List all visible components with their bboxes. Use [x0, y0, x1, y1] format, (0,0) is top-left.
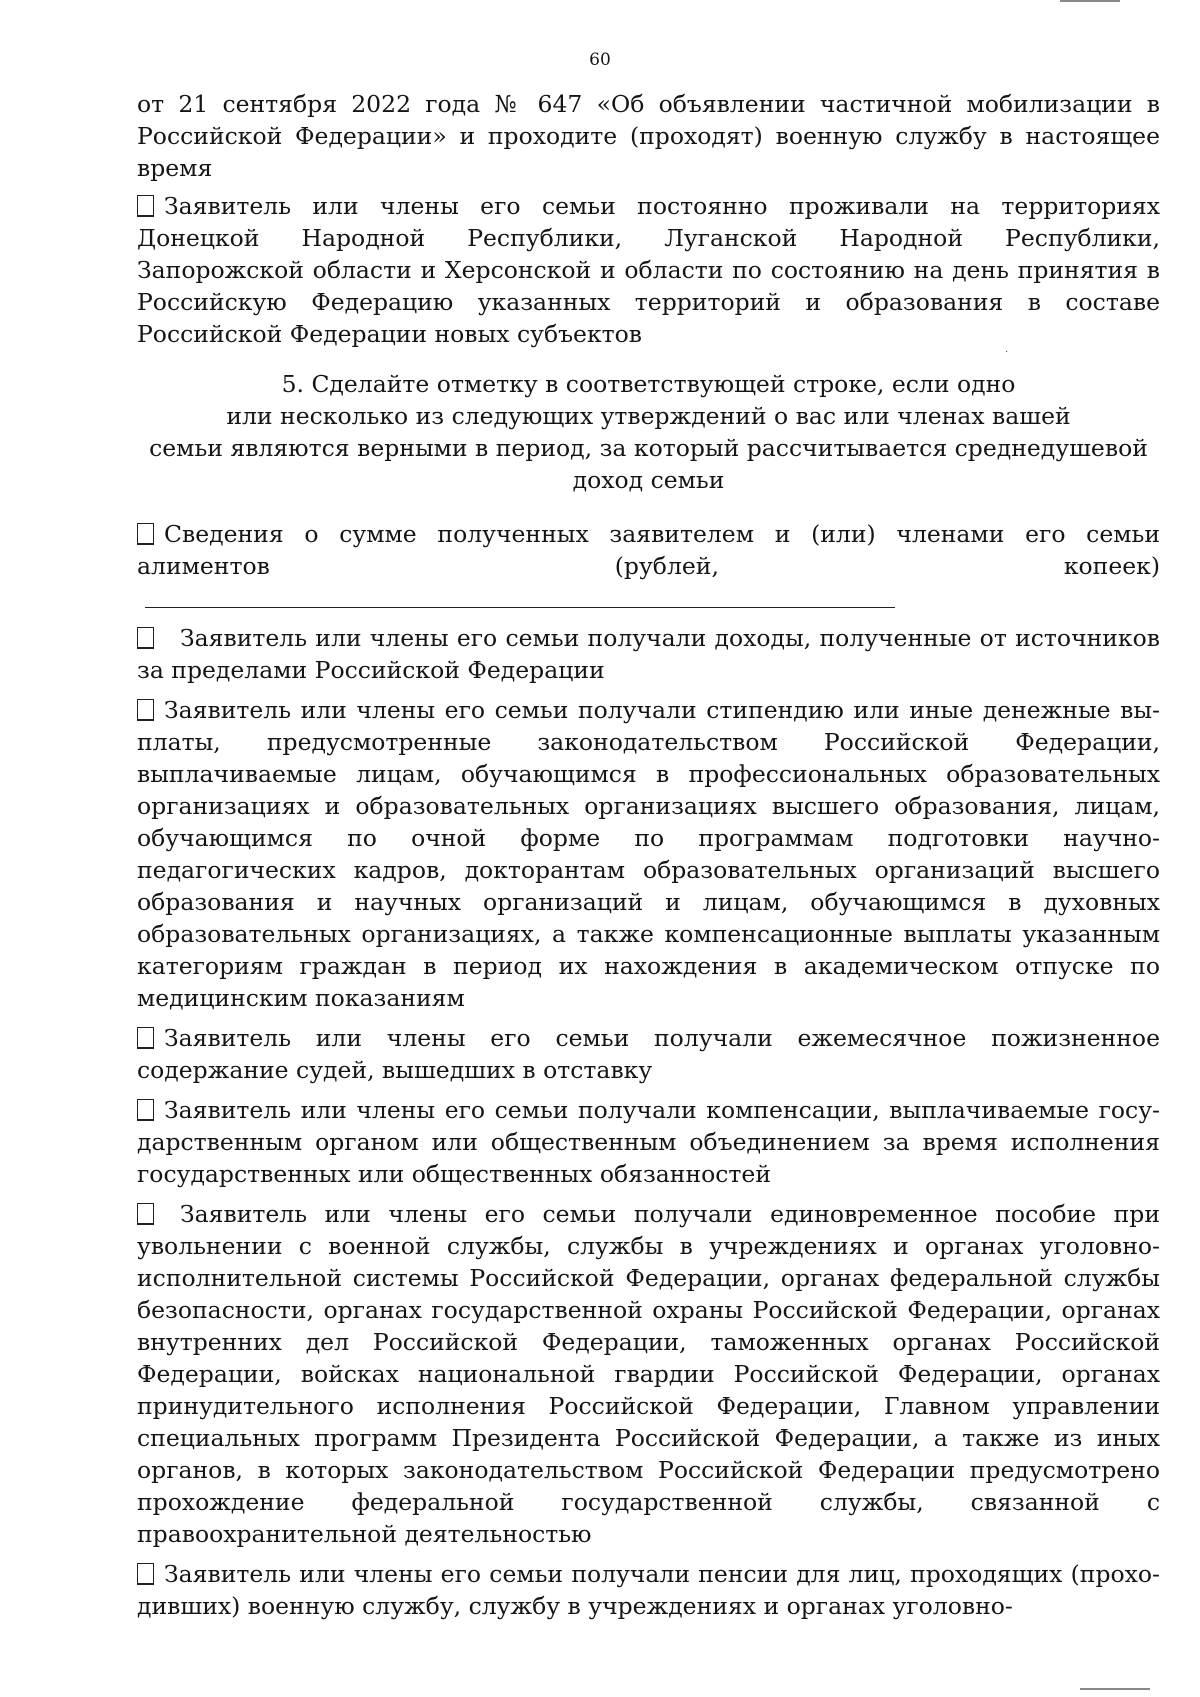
item-judges: [137, 1022, 1160, 1086]
item-severance-text: Заявитель или члены его семьи получали единовременное пособие при увольнении с военной службы, службы в учреждениях и органах уголовно-исполнительной системы Российской Федерации, органах федеральной службы безопасности, органах государственной охраны Российской Федерации, органах внутренних дел Российской Федерации, таможенных органах Российской Федерации, войсках национальной гвардии Российской Федерации, органах принудительного исполнения Российской Федерации, Главном управлении специальных программ Президента Российской Федерации, а также из иных органов, в которых законодательством Российской Федерации предусмотрено прохождение федеральной государственной службы, связанной с правоохранительной деятельностью: [137, 1200, 1160, 1548]
checkbox-stipend[interactable]: [137, 699, 154, 721]
item-judges-text: Заявитель или члены его семьи получали ежемесячное пожизненное содержание судей, вышедших в отставку: [137, 1024, 1160, 1084]
item-compensation-text: Заявитель или члены его семьи получали компенсации, выплачиваемые государственным органом или общественным объединением за время исполнения государственных или общественных обязанностей: [137, 1096, 1160, 1188]
checkbox-pension[interactable]: [137, 1563, 154, 1585]
item-stipend-text: Заявитель или члены его семьи получали стипендию или иные денежные выплаты, предусмотренные законодательством Российской Федерации, выплачиваемые лицам, обучающимся в профессиональных образовательных организациях и образовательных организациях высшего образования, лицам, обучающимся по очной форме по программам подготовки научно-педагогических кадров, докторантам образовательных организаций высшего образования и научных организаций и лицам, обучающимся в духовных образовательных организациях, а также компенсационные выплаты указанным категориям граждан в период их нахождения в академическом отпуске по медицинским показаниям: [137, 696, 1160, 1012]
item-territories: [137, 190, 1160, 350]
continuation-paragraph: от 21 сентября 2022 года № 647 «Об объявлении частичной мобилизации в Российской Федерации» и проходите (проходят) военную службу в настоящее время: [137, 90, 1160, 182]
item-foreign-income-text: Заявитель или члены его семьи получали доходы, полученные от источников за пределами Российской Федерации: [137, 624, 1160, 684]
alimony-amount-field[interactable]: [145, 607, 895, 608]
checkbox-severance[interactable]: [137, 1203, 154, 1225]
item-pension-text: Заявитель или члены его семьи получали пенсии для лиц, проходящих (проходивших) военную службу, службу в учреждениях и органах уголовно-: [137, 1560, 1160, 1620]
scan-artifact-bottom: [1080, 1688, 1150, 1690]
document-body: [137, 88, 1160, 1630]
checkbox-foreign-income[interactable]: [137, 627, 154, 649]
checkbox-judges[interactable]: [137, 1027, 154, 1049]
page-number: 60: [589, 50, 611, 70]
checkbox-alimony[interactable]: [137, 523, 154, 545]
section-5-heading-line-2: или несколько из следующих утверждений о вас или членах вашей: [226, 402, 1071, 430]
scan-artifact-top: [1060, 0, 1120, 2]
item-territories-text: Заявитель или члены его семьи постоянно проживали на территориях Донецкой Народной Республики, Луганской Народной Республики, Запорожской области и Херсонской и области по состоянию на день принятия в Российскую Федерацию указанных территорий и образования в составе Российской Федерации новых субъектов: [137, 192, 1160, 348]
item-stipend: [137, 694, 1160, 1014]
checkbox-territories[interactable]: [137, 195, 154, 217]
item-foreign-income: [137, 622, 1160, 686]
item-severance: [137, 1198, 1160, 1550]
item-pension: [137, 1558, 1160, 1622]
checkbox-compensation[interactable]: [137, 1099, 154, 1121]
section-5-heading-line-3: семьи являются верными в период, за который рассчитывается среднедушевой доход семьи: [149, 434, 1148, 494]
scan-dot: ·: [1005, 347, 1009, 358]
item-compensation: [137, 1094, 1160, 1190]
section-5-heading: [137, 368, 1160, 496]
section-5-heading-line-1: 5. Сделайте отметку в соответствующей строке, если одно: [281, 370, 1016, 398]
item-alimony-text: Сведения о сумме полученных заявителем и (или) членами его семьи алиментов (рублей, копеек): [137, 520, 1160, 580]
item-alimony: [137, 518, 1160, 614]
